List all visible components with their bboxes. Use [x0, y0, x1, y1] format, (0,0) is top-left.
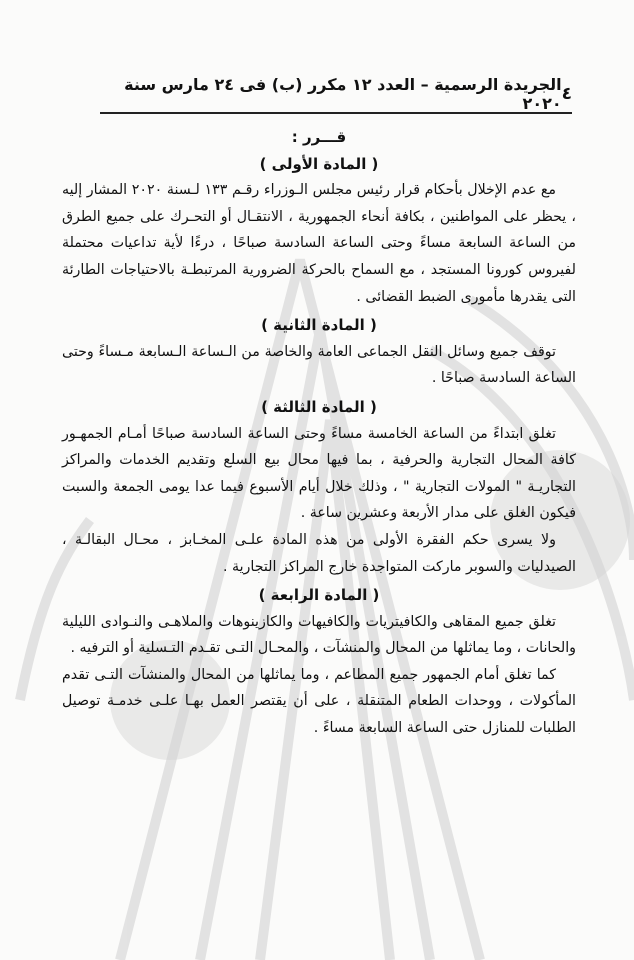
article-paragraph: تغلق ابتداءً من الساعة الخامسة مساءً وحتى الساعة السادسة صباحًا أمـام الجمهـور كافة المحال التجارية والحرفية ، بما فيها محال بيع السلع وتقديم الخدمات والمراكز التجاريـة " المولات التجارية " ، وذلك خلال أيام الأسبوع فيما عدا يومى الجمعة والسبت فيكون الغلق على مدار الأربعة وعشرين ساعة . — [62, 425, 576, 522]
article-heading: ( المادة الثالثة ) — [261, 397, 377, 416]
article-paragraph: تغلق جميع المقاهى والكافيتريات والكافيهات والكازينوهات والملاهـى والنـوادى الليلية والحانات ، وما يماثلها من المحال والمنشآت ، والمحـال التـى تقـدم التـسلية أو الترفيه . — [62, 613, 576, 657]
article-heading: ( المادة الأولى ) — [259, 154, 379, 173]
article-heading: ( المادة الثانية ) — [261, 316, 377, 335]
article-paragraph: كما تغلق أمام الجمهور جميع المطاعم ، وما يماثلها من المحال والمنشآت التـى تقدم المأكولات ، ووحدات الطعام المتنقلة ، على أن يقتصر العمل بهـا علـى خدمـة توصيل الطلبات للمنازل حتى الساعة السابعة مساءً . — [62, 666, 576, 737]
document-body — [62, 124, 576, 742]
article-heading: ( المادة الرابعة ) — [258, 586, 380, 605]
page-number: ٤ — [561, 84, 572, 104]
article-paragraph: مع عدم الإخلال بأحكام قرار رئيس مجلس الـوزراء رقـم ١٣٣ لـسنة ٢٠٢٠ المشار إليه ، يحظر على المواطنين ، بكافة أنحاء الجمهورية ، الانتقـال أو التحـرك على جميع الطرق من الساعة السابعة مساءً وحتى الساعة السادسة صباحًا ، درءًا لأية تداعيات محتملة لفيروس كورونا المستجد ، مع السماح بالحركة الضرورية المرتبطـة بالاحتياجات الطارئة التى يقدرها مأمورى الضبط القضائى . — [62, 182, 576, 305]
page-header — [100, 75, 572, 114]
gazette-title: الجريدة الرسمية – العدد ١٢ مكرر (ب) فى ٢٤ مارس سنة ٢٠٢٠ — [124, 75, 562, 113]
article-paragraph: ولا يسرى حكم الفقرة الأولى من هذه المادة علـى المخـابز ، محـال البقالـة ، الصيدليات والسوبر ماركت المتواجدة خارج المراكز التجارية . — [62, 531, 576, 575]
decision-label: قـــرر : — [291, 128, 347, 146]
article-paragraph: توقف جميع وسائل النقل الجماعى العامة والخاصة من الـساعة الـسابعة مـساءً وحتى الساعة السادسة صباحًا . — [62, 343, 576, 387]
